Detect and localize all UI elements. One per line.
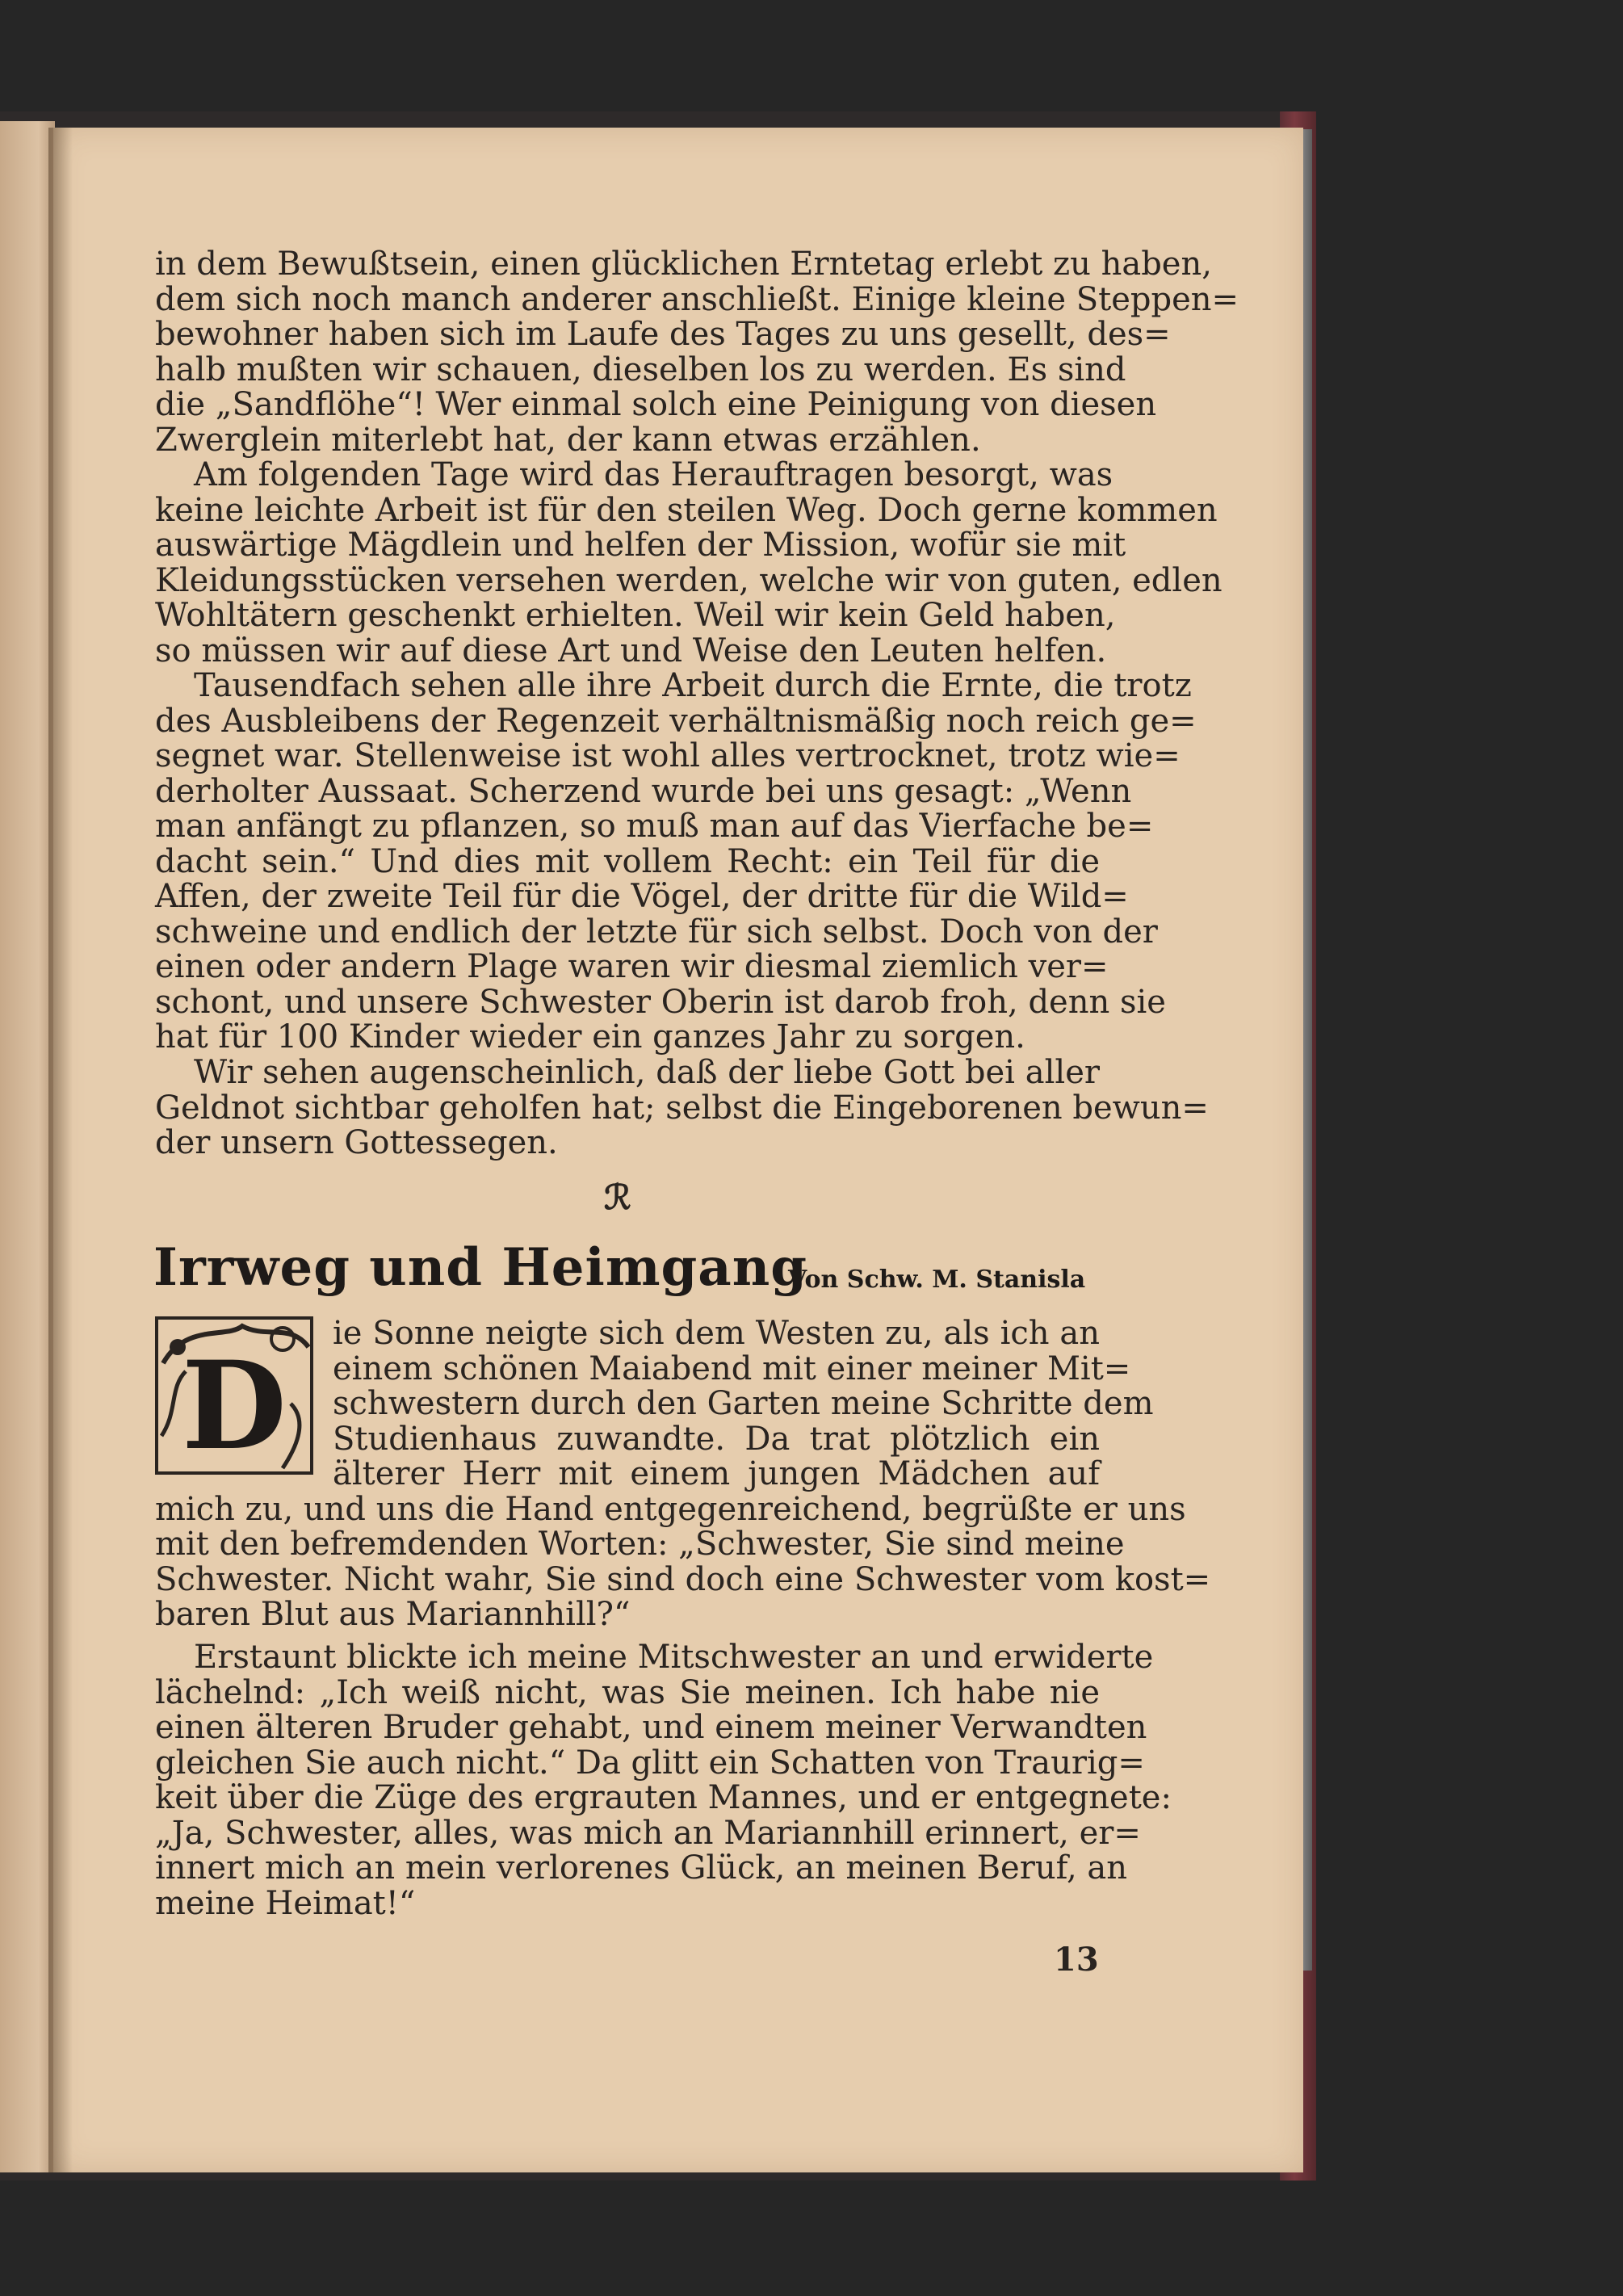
- text-line: der unsern Gottessegen.: [155, 1124, 558, 1161]
- text-line: mich zu, und uns die Hand entgegenreichend, begrüßte er uns: [155, 1490, 1186, 1528]
- text-line: Geldnot sichtbar geholfen hat; selbst die Eingeborenen bewun=: [155, 1089, 1209, 1127]
- text-line: man anfängt zu pflanzen, so muß man auf das Vierfache be=: [155, 808, 1154, 845]
- text-line: Wir sehen augenscheinlich, daß der liebe Gott bei aller: [194, 1054, 1100, 1091]
- text-line: auswärtige Mägdlein und helfen der Mission, wofür sie mit: [155, 527, 1126, 564]
- paragraph-4: [155, 1054, 1209, 1161]
- text-line: Erstaunt blickte ich meine Mitschwester an und erwiderte: [194, 1639, 1154, 1676]
- text-line: ie Sonne neigte sich dem Westen zu, als ich an: [333, 1315, 1100, 1352]
- paragraph-3: [155, 667, 1197, 1056]
- text-line: Zwerglein miterlebt hat, der kann etwas erzählen.: [155, 421, 981, 459]
- section-separator: ℛ: [604, 1177, 631, 1217]
- text-line: Schwester. Nicht wahr, Sie sind doch eine Schwester vom kost=: [155, 1560, 1211, 1598]
- text-line: hat für 100 Kinder wieder ein ganzes Jahr zu sorgen.: [155, 1018, 1025, 1056]
- text-line: dacht sein.“ Und dies mit vollem Recht: ein Teil für die: [155, 842, 1100, 880]
- section-title: Irrweg und Heimgang: [153, 1237, 808, 1298]
- text-line: schont, und unsere Schwester Oberin ist darob froh, denn sie: [155, 983, 1166, 1021]
- text-line: innert mich an mein verlorenes Glück, an meinen Beruf, an: [155, 1849, 1128, 1887]
- author-byline: Von Schw. M. Stanisla: [788, 1266, 1086, 1294]
- text-line: des Ausbleibens der Regenzeit verhältnismäßig noch reich ge=: [155, 702, 1197, 740]
- text-line: keit über die Züge des ergrauten Mannes, und er entgegnete:: [155, 1779, 1172, 1816]
- text-line: gleichen Sie auch nicht.“ Da glitt ein Schatten von Traurig=: [155, 1744, 1145, 1782]
- text-line: Studienhaus zuwandte. Da trat plötzlich ein: [333, 1420, 1100, 1458]
- text-line: meine Heimat!“: [155, 1884, 416, 1922]
- text-line: „Ja, Schwester, alles, was mich an Mariannhill erinnert, er=: [155, 1814, 1141, 1852]
- text-line: einen älteren Bruder gehabt, und einem meiner Verwandten: [155, 1709, 1147, 1746]
- text-line: baren Blut aus Mariannhill?“: [155, 1596, 631, 1633]
- text-line: einem schönen Maiabend mit einer meiner Mit=: [333, 1349, 1131, 1387]
- text-line: derholter Aussaat. Scherzend wurde bei uns gesagt: „Wenn: [155, 772, 1132, 810]
- text-line: schweine und endlich der letzte für sich selbst. Doch von der: [155, 913, 1158, 951]
- text-line: einen oder andern Plage waren wir diesmal ziemlich ver=: [155, 948, 1109, 985]
- text-line: halb mußten wir schauen, dieselben los zu werden. Es sind: [155, 350, 1126, 388]
- page-number: 13: [1054, 1941, 1099, 1979]
- text-line: segnet war. Stellenweise ist wohl alles vertrocknet, trotz wie=: [155, 737, 1181, 774]
- text-line: schwestern durch den Garten meine Schritte dem: [333, 1385, 1154, 1422]
- text-line: lächelnd: „Ich weiß nicht, was Sie meinen. Ich habe nie: [155, 1673, 1100, 1711]
- text-line: älterer Herr mit einem jungen Mädchen auf: [333, 1455, 1100, 1492]
- text-line: mit den befremdenden Worten: „Schwester, Sie sind meine: [155, 1526, 1125, 1563]
- text-line: Tausendfach sehen alle ihre Arbeit durch die Ernte, die trotz: [194, 667, 1192, 704]
- facing-page-edge: [0, 121, 55, 2172]
- story-paragraph-1: [155, 1315, 1211, 1633]
- drop-cap-letter: D: [181, 1335, 287, 1476]
- text-line: dem sich noch manch anderer anschließt. Einige kleine Steppen=: [155, 280, 1239, 318]
- text-line: Kleidungsstücken versehen werden, welche wir von guten, edlen: [155, 561, 1222, 599]
- paragraph-2: [155, 456, 1222, 669]
- text-line: so müssen wir auf diese Art und Weise den Leuten helfen.: [155, 632, 1107, 669]
- paragraph-1: [155, 246, 1239, 459]
- text-line: Am folgenden Tage wird das Herauftragen besorgt, was: [194, 456, 1113, 493]
- text-line: bewohner haben sich im Laufe des Tages zu uns gesellt, des=: [155, 316, 1171, 353]
- text-line: die „Sandflöhe“! Wer einmal solch eine Peinigung von diesen: [155, 386, 1157, 423]
- text-line: Wohltätern geschenkt erhielten. Weil wir kein Geld haben,: [155, 597, 1116, 634]
- text-line: Affen, der zweite Teil für die Vögel, der dritte für die Wild=: [155, 878, 1129, 915]
- text-line: in dem Bewußtsein, einen glücklichen Erntetag erlebt zu haben,: [155, 246, 1212, 283]
- gutter-shadow: [48, 128, 73, 2172]
- text-line: keine leichte Arbeit ist für den steilen Weg. Doch gerne kommen: [155, 491, 1218, 529]
- story-paragraph-2: [155, 1639, 1172, 1922]
